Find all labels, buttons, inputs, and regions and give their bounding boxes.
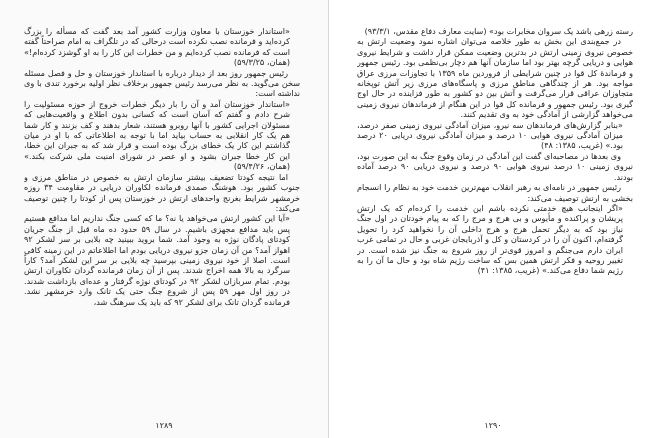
paragraph: اما نتیجه کودتا تضعیف بیشتر سازمان ارتش به خصوص در مناطق مرزی و جنوب کشور بود. هوشنگ صمدی فرمانده لکاوران دریایی در مقاومت ۳۴ روزه خرمشهر شرایط بغرنج واحدهای ارتش در خوزستان پس از کودتا را چنین توصیف می‌کند: [24, 171, 300, 213]
paragraph: رئیس جمهور در نامه‌ای به رهبر انقلاب مهم‌ترین خدمت خود به نظام را انسجام بخشی به ارتش توصیف می‌کند: [357, 182, 633, 203]
paragraph: وی بعدها در مصاحبه‌ای گفت این آمادگی در زمان وقوع جنگ به این صورت بود، نیروی زمینی ۱۰ درصد نیروی هوایی ۹۰ درصد و نیروی دریایی ۹۰ درصد آماده بودند. [357, 150, 633, 182]
paragraph: در جمع‌بندی این بخش به طور خلاصه می‌توان اشاره نمود وضعیت ارتش به خصوص نیروی زمینی ارتش در بدترین وضعیت ممکن قرار داشت و شرایط نیروی هوایی و دریایی گرچه بهتر بود اما سازمان آنها هم دچار بی‌نظمی بود. رئیس جمهور و فرماندهٔ کل قوا در چنین شرایطی از فروردین ماه ۱۳۵۹ با تجاوزات مرزی عراق مواجه بود. هر از چندگاهی مناطق مرزی و پاسگاه‌های مرزی زیر آتش توپخانه متجاوزان عراقی قرار می‌گرفت و آتش بین دو کشور به طور فزاینده در حال اوج گیری بود. رئیس جمهور و فرمانده کل قوا در این هنگام از فرماندهان نیروی زمینی می‌خواهد گزارشی از آمادگی خود به وی تقدیم کنند. [357, 36, 633, 120]
page-number: ۱۲۸۹ [155, 421, 173, 430]
paragraph: «استاندار خوزستان با معاون وزارت کشور آمد بعد گفت که مسأله را بزرگ کرده‌اید و فرمانده نصب نکرده است درحالی که در تلگراف به امام صراحتاً گفته است که فرمانده نصب کرده‌ایم و من خطرات این کار را به او گوشزد کرده‌ام!» (همان، ۵۹/۳/۲۵) [24, 26, 290, 68]
right-page-text [357, 26, 633, 412]
paragraph: رئیس جمهور روز بعد از دیدار درباره با استاندار خوزستان و حل و فصل مسئله سخن می‌گوید. به نظر می‌رسد رئیس جمهور برخلاف نظر اولیه برخورد تندی با وی نداشته است: [24, 67, 300, 99]
paragraph: «اگر اینجانب هیچ خدمتی نکرده باشم این خدمت را کرده‌ام که یک ارتش پریشان و پراکنده و مأیوس و بی هرج و مرج را که به پیام خودتان در اول جنگ نیاز بود که به دیگر تحمل هرج و هرج داخلی آن را نخواهید کرد را تحویل گرفته‌ام، اکنون آن را در کردستان و کل و آذربایجان غربی و حال در تمامی غرب ایران دارم می‌جنگم و امروز قوی‌تر از روز شروع به جنگ نیز شده است. در تغییر روحیه و فکر ارتش همین بس که ساخت رژیم شاه بود و حال ما آن را به رژیم شما دفاع می‌کند.» (غریب، ۱۳۸۵: ۴۱) [357, 202, 623, 276]
paragraph: رسته زرهی باشد یک سروان مخابرات بود» (سایت معارف دفاع مقدس، ۹۳/۳/۱) [364, 26, 633, 36]
paragraph: «بنابر گزارش‌های فرماندهان سه نیرو، میزان آمادگی نیروی زمینی صفر درصد، میزان آمادگی نیروی هوایی ۱۰ درصد و میزان آمادگی نیروی دریایی ۲۰ درصد بود.» (غریب، ۱۳۸۵: ۴۸) [357, 119, 623, 151]
right-page [328, 0, 656, 438]
page-number: ۱۲۹۰ [484, 421, 502, 430]
left-page-text [24, 26, 300, 412]
paragraph: «استاندار خوزستان آمد و آن را بار دیگر خطرات خروج از حوزه مسئولیت را شرح دادم و گفتم که آسان است که کسانی بدون اطلاع و واقعیت‌هایی که مسئولان اجرایی کشور با آنها روبرو هستند، شعار بدهند و کف بزنند و کار شما هم یک کار انقلابی به حساب بیاید اما با توجه به اطلاعاتی که با او در میان گذاشتم این کار یک خطای بزرگ بوده است و قرار شد که به جبران این خطا، این کار خطا جبران بشود و او عصر در شورای امنیت ملی شرکت بکند.» (همان، ۵۹/۴/۲۶) [24, 98, 290, 172]
paragraph: «آیا این کشور ارتش می‌خواهد یا نه؟ ما که کسی جنگ نداریم اما مدافع هستیم پس باید مدافع مجهزی باشیم. در سال ۵۹ حدود ده ماه قبل از جنگ جریان کودتای پادگان نوژه به وجود آمد. شما بروید ببینید چه بلایی بر سر لشکر ۹۲ اهواز آمد؟ من آن زمان جزو نیروی دریایی بودم اما اطلاعاتم در این زمینه کافی است. اصلا از خود نیروی زمینی بپرسید چه بلایی بر سر این لشکر آمد؟ کاراً سرگرد به بالا همه اخراج شدند. پس از آن زمان فرمانده گردان تکاوران ارتش بودم. تمام سربازان لشکر ۹۲ در کودتای نوژه گرفتار و عده‌ای بازداشت شدند. در روز اول مهر ۵۹ پس از شروع جنگ حتی یک تانک وارد خرمشهر نشد. فرمانده گردان تانک برای لشکر ۹۲ که باید یک سرهنگ شد، [24, 213, 291, 307]
